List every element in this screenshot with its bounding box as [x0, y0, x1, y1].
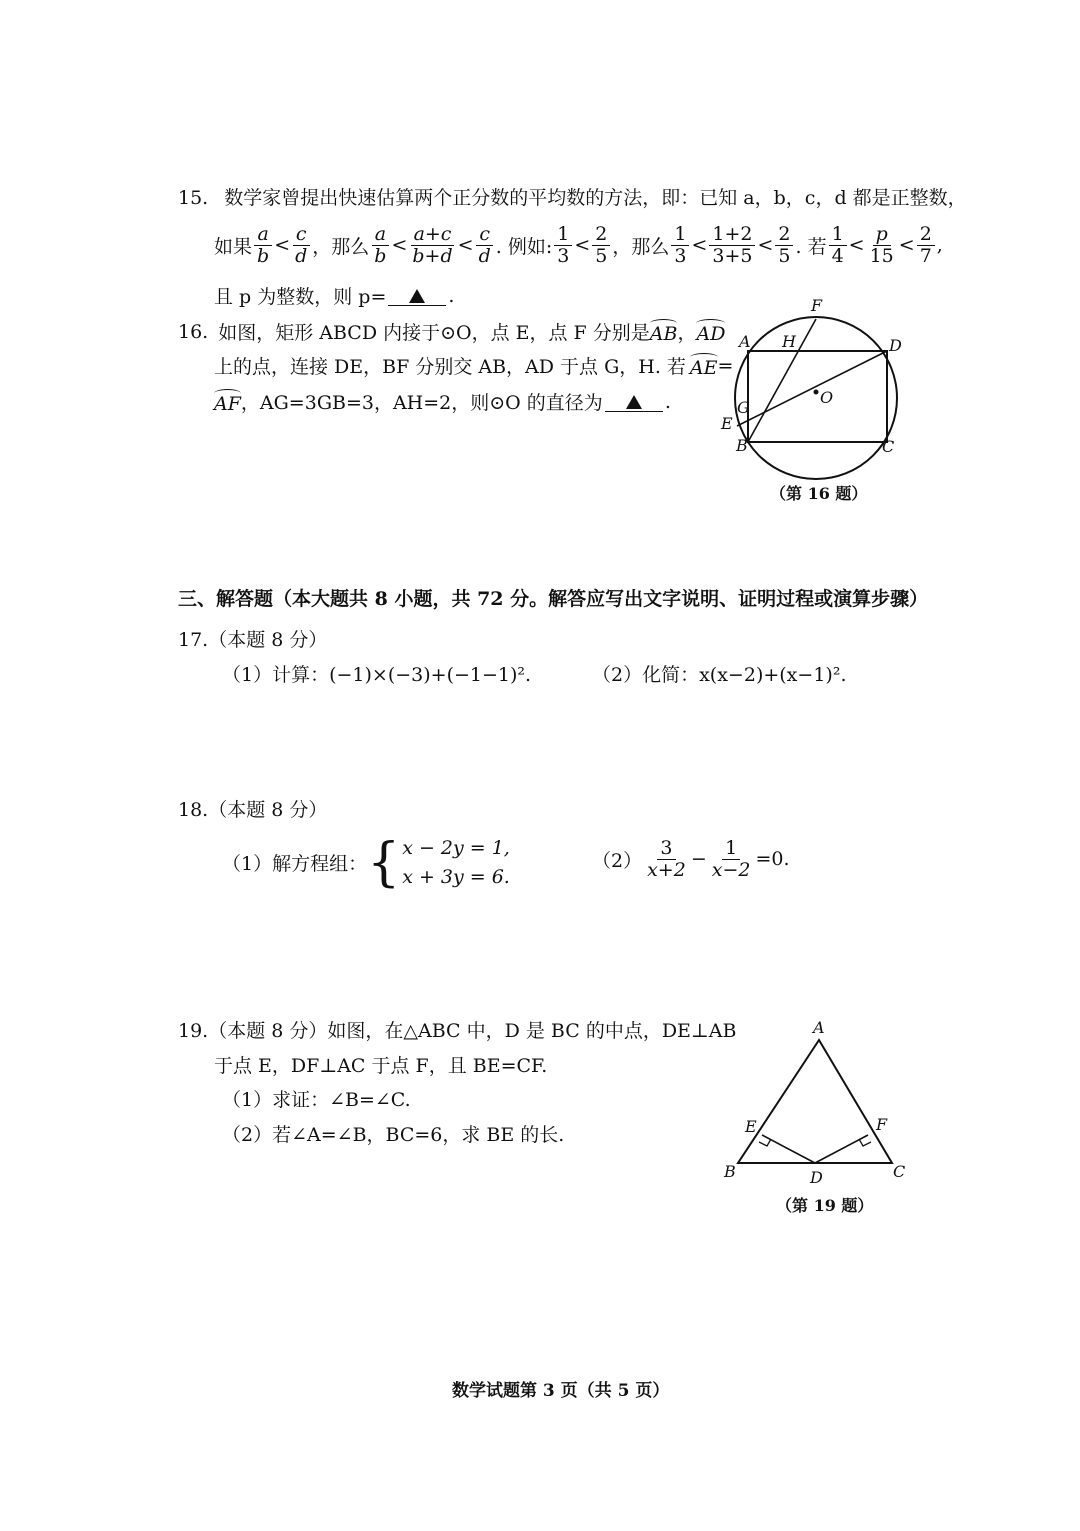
q18-header: 18.（本题 8 分）	[178, 799, 328, 821]
frac-1-4: $\frac{1}{4}$	[829, 224, 847, 267]
arc-af: AF	[214, 389, 241, 415]
frac-ac-bd: $\frac{a+c}{b+d}$	[412, 223, 453, 267]
frac-3-x2	[644, 838, 689, 881]
arc-ab: AB	[650, 319, 678, 345]
label-b: B	[724, 1162, 736, 1181]
caption-19: （第 19 题）	[776, 1196, 874, 1215]
q19-part1: （1）求证：∠B=∠C.	[222, 1089, 411, 1111]
caption-16: （第 16 题）	[770, 484, 868, 503]
q18-part1-label: （1）解方程组：	[222, 853, 368, 875]
q15-example: . 例如:	[495, 235, 553, 258]
label-c: C	[882, 437, 895, 456]
label-a: A	[739, 332, 751, 351]
q16-text-line3: ，AG=3GB=3，AH=2，则⊙O 的直径为	[240, 392, 603, 414]
q16-line2	[214, 352, 733, 379]
triangle-icon	[626, 395, 642, 409]
label-o: O	[820, 388, 834, 407]
q19-header: 19.（本题 8 分）如图，在△ABC 中，D 是 BC 的中点，DE⊥AB	[178, 1020, 737, 1042]
f2-num: 1	[722, 838, 740, 860]
frac-2-7: $\frac{2}{7}$	[917, 224, 935, 267]
q16-line1	[178, 318, 725, 345]
q17-header: 17.（本题 8 分）	[178, 629, 328, 651]
triangle-icon	[409, 289, 425, 303]
figure-19	[718, 1015, 913, 1190]
frac-12-35: $\frac{1+2}{3+5}$	[709, 224, 755, 267]
q16-end: .	[664, 390, 671, 413]
label-e: E	[745, 1117, 757, 1136]
figure-16	[715, 295, 920, 495]
rectangle-abcd	[748, 351, 887, 442]
frac-p-15: $\frac{p}{15}$	[869, 223, 894, 267]
circle-o	[735, 317, 897, 479]
label-e: E	[721, 414, 733, 433]
q18-part2-label: （2）	[592, 849, 643, 872]
frac-2-5: $\frac{2}{5}$	[592, 224, 610, 267]
q16-comma: ，	[677, 322, 697, 344]
frac-1-3: $\frac{1}{3}$	[554, 224, 572, 267]
segment-df	[815, 1135, 868, 1163]
q17-part2: （2）化简：x(x−2)+(x−1)².	[592, 664, 847, 686]
q16-number: 16.	[178, 320, 209, 343]
label-g: G	[737, 398, 750, 417]
f1-num: 3	[657, 838, 675, 860]
label-d: D	[889, 336, 902, 355]
q15-line2: 如果 $\frac{a}{b}$ < $\frac{c}{d}$ ，那么 $\frac{a}{b}$ < $\frac{a+c}{b+d}$ < $\frac{c}{d}$ . 例如: $\frac{1}{3}$ < $\frac{2}{5}$ ，那么 $\frac{1}{3}$ < $\frac{1+2}{3+5}$ < $\frac{2}{5}$ . 若 $\frac{1}{4}$ < $\frac{p}{15}$ < $\frac{2}{7}$ ,	[214, 223, 943, 267]
equation-1: x − 2y = 1,	[402, 837, 510, 859]
equation-system	[402, 834, 510, 891]
frac-a-b: $\frac{a}{b}$	[254, 224, 272, 267]
frac-1-3-b: $\frac{1}{3}$	[671, 224, 689, 267]
label-a: A	[813, 1018, 825, 1037]
q16-text-line2: 上的点，连接 DE，BF 分别交 AB，AD 于点 G，H. 若	[214, 356, 686, 378]
frac-a-b-2: $\frac{a}{b}$	[371, 224, 389, 267]
f1-den: x+2	[647, 858, 686, 881]
q16-eq: =	[717, 354, 734, 377]
q15-number: 15.	[178, 187, 209, 209]
brace-icon: {	[367, 832, 401, 893]
frac-c-d-2: $\frac{c}{d}$	[476, 224, 494, 267]
q15-then: ，那么	[312, 235, 370, 258]
frac-2-5-b: $\frac{2}{5}$	[775, 224, 793, 267]
triangle-abc	[738, 1040, 892, 1163]
right-angle-e	[759, 1139, 771, 1146]
q15-line3	[214, 282, 454, 309]
q15-text-line3: 且 p 为整数，则 p=	[214, 286, 387, 308]
q18-rhs: =0.	[755, 848, 790, 871]
segment-de	[762, 1135, 815, 1163]
right-angle-f	[859, 1139, 871, 1146]
equation-2: x + 3y = 6.	[402, 865, 510, 888]
arc-ae: AE	[690, 353, 718, 379]
answer-blank-16[interactable]	[605, 392, 663, 412]
section3-title: 三、解答题（本大题共 8 小题，共 72 分。解答应写出文字说明、证明过程或演算步骤）	[178, 588, 929, 610]
q19-line2: 于点 E，DF⊥AC 于点 F，且 BE=CF.	[214, 1055, 548, 1077]
arc-ad: AD	[696, 319, 725, 345]
q15-end: .	[448, 284, 455, 307]
frac-c-d: $\frac{c}{d}$	[292, 224, 310, 267]
answer-blank-15[interactable]	[388, 286, 446, 306]
label-b: B	[736, 436, 748, 455]
f2-den: x−2	[711, 858, 751, 881]
q18-part2	[592, 838, 790, 881]
label-f: F	[876, 1115, 888, 1134]
minus-sign: −	[690, 848, 707, 871]
label-h: H	[782, 332, 796, 351]
q17-part1: （1）计算：(−1)×(−3)+(−1−1)².	[222, 664, 532, 686]
q16-text-line1: 如图，矩形 ABCD 内接于⊙O，点 E，点 F 分别是	[218, 322, 650, 344]
segment-de	[737, 351, 887, 426]
label-d: D	[810, 1168, 823, 1187]
q15-then2: ，那么	[612, 235, 670, 258]
label-c: C	[893, 1162, 906, 1181]
q15-if2: . 若	[795, 235, 827, 258]
label-f: F	[811, 296, 823, 315]
frac-1-x2	[709, 838, 754, 881]
center-dot	[814, 390, 819, 395]
q15-line1	[178, 183, 967, 210]
q15-text-line1: 数学家曾提出快速估算两个正分数的平均数的方法，即：已知 a，b，c，d 都是正整数，	[224, 187, 967, 209]
q16-line3	[214, 388, 671, 415]
page-footer: 数学试题第 3 页（共 5 页）	[452, 1381, 670, 1401]
q19-part2: （2）若∠A=∠B，BC=6，求 BE 的长.	[222, 1124, 565, 1146]
q18-part1	[222, 834, 510, 891]
q15-if: 如果	[214, 235, 253, 258]
